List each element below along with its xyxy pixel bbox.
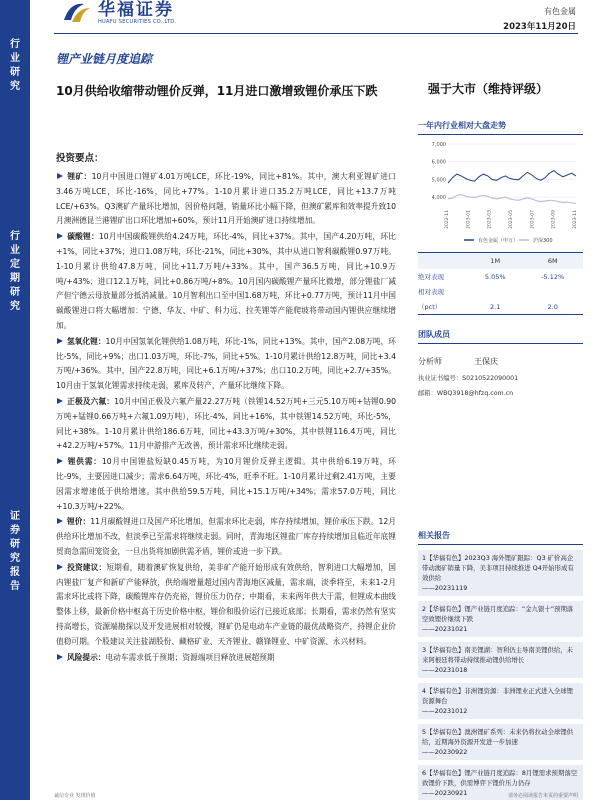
x-tick-label: 2023-11 xyxy=(573,210,578,229)
analyst-name: 王保庆 xyxy=(474,357,498,366)
table-cell xyxy=(468,284,522,299)
key-point-head: 锂供需： xyxy=(67,457,102,467)
key-point-text: 10月中国碳酸锂供给4.24万吨，环比-4%，同比+37%。其中，国产4.20万吨，环比+1%，同比+37%；进口1.08万吨，环比-21%，同比+30%，其中从进口智利碳酸锂0.97万吨。1-10月累计供给47.8万吨，同比+11.7万吨/+33%。其中，国产36.5万吨，同比+10.9万吨/+43%；进口12.1万吨，同比+0.86万吨/+8%。10月国内碳酸锂产量环比微增，部分锂盐厂减产但宁德云母放量部分抵消减量。10月智利出口至中国1.68万吨，环比+0.77万吨，预计11月中国碳酸锂进口将大幅增加：宁德、华友、中矿、科力远、拉芙锂等产能爬坡将带动国内锂供应继续增加。 xyxy=(56,232,396,330)
related-report-text: 3【华福有色】南美锂湖：智利仍主导南美锂供给，未来阿根廷将带动持续推动锂供给增长 xyxy=(422,646,574,664)
chart-title: 一年内行业相对大盘走势 xyxy=(418,120,583,135)
key-point-text: 10月中国锂盐短缺0.45万吨，为10月锂价反弹主逻辑。其中供给6.19万吨，环比-9%，主要因进口减少；需求6.64万吨，环比-4%，旺季不旺。1-10月累计过剩2.41万吨，主要因需求增速低于供给增速。其中供给59.5万吨，同比+15.1万吨/+34%；需求57.0万吨，同比+10.3万吨/+22%。 xyxy=(56,457,396,511)
bullet-icon xyxy=(56,457,64,465)
related-report-item[interactable] xyxy=(418,550,583,596)
logo-icon xyxy=(62,0,92,26)
bullet-icon xyxy=(56,563,64,571)
key-point-paragraph xyxy=(56,170,396,229)
report-date: 2023年11月20日 xyxy=(503,22,576,32)
related-report-text: 2【华福有色】锂产业链月度追踪：“金九银十”预期落空致锂价继续下跌 xyxy=(422,605,574,623)
key-point-head: 风险提示： xyxy=(67,652,106,662)
related-report-item[interactable] xyxy=(418,642,583,678)
legend-label: 有色金属（申万） xyxy=(478,238,519,244)
table-row xyxy=(418,269,583,284)
table-row xyxy=(418,299,583,314)
x-tick-label: 2023-09 xyxy=(551,210,557,229)
related-report-text: 6【华福有色】锂产业链月度追踪：8月锂需求预期落空致锂价下跌，供需博弈下锂价压力仍存 xyxy=(422,769,578,787)
related-report-date: ——20231119 xyxy=(422,584,468,592)
key-point-paragraph xyxy=(56,230,396,334)
bullet-icon xyxy=(56,172,64,180)
table-cell: 绝对表现 xyxy=(418,273,444,281)
table-cell: 相对表现 xyxy=(418,288,444,296)
sidebar-label-periodic: 行 业 定 期 研 究 xyxy=(10,231,20,312)
table-cell: 2.1 xyxy=(490,302,501,311)
key-point-head: 锂矿： xyxy=(67,172,92,181)
footer-right: 请务必阅读报告末页的重要声明 xyxy=(507,793,578,799)
y-tick-label: 5,000 xyxy=(431,177,446,184)
logo-subtext: HUAFU SECURITIES CO.,LTD. xyxy=(98,19,177,25)
cert-number: 执业证书编号：S0210522090001 xyxy=(418,375,519,382)
page-header xyxy=(0,0,600,40)
team-section xyxy=(418,329,583,397)
logo xyxy=(62,0,176,26)
sidebar-label-industry: 行 业 研 究 xyxy=(10,39,20,92)
table-cell: （pct） xyxy=(418,303,442,311)
key-point-text: 11月碳酸锂进口及国产环比增加，但需求环比走弱，库存持续增加，锂价承压下跌。12月供给环比增加不改，但淡季已至需求将继续走弱。同时，青海地区锂盐厂库存持续增加且临近年底锂贸商急需回笼资金，一旦出货将加剧供需矛盾，锂价或进一步下跌。 xyxy=(56,517,396,556)
table-header xyxy=(418,253,468,269)
related-report-item[interactable] xyxy=(418,683,583,719)
x-tick-label: 2022-11 xyxy=(445,210,450,229)
key-point-paragraph xyxy=(56,455,396,514)
analyst-row xyxy=(418,356,583,367)
key-points-body xyxy=(56,170,396,666)
table-header: 6M xyxy=(522,253,583,269)
x-tick-label: 2023-03 xyxy=(487,210,493,229)
key-point-head: 锂价： xyxy=(67,517,91,527)
bullet-icon xyxy=(56,653,64,661)
key-point-head: 投资建议： xyxy=(67,562,107,572)
footer-left: 诚信专业 发现价值 xyxy=(54,793,96,799)
report-type: 锂产业链月度追踪 xyxy=(56,52,153,66)
legend-label: 沪深300 xyxy=(533,238,553,244)
y-tick-label: 4,000 xyxy=(431,195,446,202)
related-report-date: ——20231012 xyxy=(422,707,468,715)
related-report-item[interactable] xyxy=(418,724,583,760)
related-report-item[interactable] xyxy=(418,601,583,637)
related-reports xyxy=(418,530,583,800)
x-tick-label: 2023-07 xyxy=(530,210,536,229)
table-cell xyxy=(522,284,583,299)
bullet-icon xyxy=(56,397,64,405)
key-point-paragraph xyxy=(56,515,396,559)
rating: 强于大市（维持评级） xyxy=(428,82,549,96)
table-row xyxy=(418,284,583,299)
series-line-1 xyxy=(448,195,576,204)
team-title: 团队成员 xyxy=(418,329,583,344)
related-title: 相关报告 xyxy=(418,530,583,545)
key-points-title: 投资要点： xyxy=(56,153,104,164)
page-title: 10月供给收缩带动锂价反弹，11月进口激增致锂价承压下跌 xyxy=(56,84,378,98)
industry-label: 有色金属 xyxy=(544,7,576,16)
sidebar-label-report: 证 券 研 究 报 告 xyxy=(10,511,20,592)
y-tick-label: 6,000 xyxy=(431,159,446,166)
table-header-row xyxy=(418,253,583,269)
header-divider xyxy=(54,33,578,34)
table-header: 1M xyxy=(468,253,522,269)
y-tick-label: 7,000 xyxy=(431,142,446,148)
series-line-0 xyxy=(448,171,576,183)
key-point-text: 电动车需求低于预期；资源端项目释放进展超预期 xyxy=(105,652,275,662)
table-cell: -5.12% xyxy=(541,272,565,281)
related-report-date: ——20230921 xyxy=(422,789,468,797)
related-report-text: 4【华福有色】非洲锂资源：非洲锂业正式进入全球锂资源舞台 xyxy=(422,687,574,705)
key-point-paragraph xyxy=(56,561,396,650)
related-report-date: ——20231021 xyxy=(422,625,468,633)
performance-table xyxy=(418,252,583,315)
relative-performance-chart xyxy=(418,138,583,248)
related-report-text: 1【华福有色】2023Q3 海外锂矿跟踪：Q3 矿价高企带动澳矿销量下降，美非项目持续推进 Q4开始形成有效供给 xyxy=(422,554,574,582)
key-point-text: 10月中国氢氧化锂供给1.08万吨，环比-1%，同比+13%。其中，国产2.08万吨，环比-5%，同比+9%；出口1.03万吨，环比-7%，同比+5%。1-10月累计供给12.8万吨，同比+3.4万吨/+36%。其中，国产22.8万吨，同比+6.1万吨/+37%；出口10.2万吨，同比+2.7/+35%。10月由于氢氧化锂需求持续走弱，累库及转产，产量环比继续下降。 xyxy=(56,336,396,391)
x-tick-label: 2023-01 xyxy=(466,210,472,229)
key-point-head: 正极及六氟： xyxy=(67,396,115,406)
bullet-icon xyxy=(56,232,64,240)
related-report-date: ——20231018 xyxy=(422,666,468,674)
key-point-text: 10月中国进口锂矿4.01万吨LCE，环比-19%，同比+81%。其中，澳大利亚锂矿进口3.46万吨LCE，环比-16%，同比+77%。1-10月累计进口35.2万吨LCE，同比+13.7万吨LCE/+63%。Q3澳矿产量环比增加，因价格问题，销量环比小幅下降，但澳矿累库和效率提升致10月澳洲德昆兰港锂矿出口环比增加+60%，预计11月开始澳矿进口持续增加。 xyxy=(56,172,396,226)
key-point-head: 氢氧化锂： xyxy=(67,336,106,346)
logo-text: 华福证券 xyxy=(98,0,174,20)
key-point-text: 10月中国正极及六氟产量22.27万吨（铁锂14.52万吨+三元5.10万吨+钴锂0.90万吨+锰锂0.66万吨+六氟1.09万吨），环比-4%，同比+16%，其中铁锂14.52万吨，环比-5%，同比+38%。1-10月累计供给186.6万吨，同比+43.3万吨/+30%，其中铁锂116.4万吨，同比+42.2万吨/+57%。11月中游排产无改善，预计需求环比继续走弱。 xyxy=(56,396,396,451)
right-panel xyxy=(418,120,583,397)
related-report-text: 5【华福有色】澳洲锂矿系列：未来仍将拉动全球锂供给，近期海外资源开发进一步加速 xyxy=(422,728,574,746)
bullet-icon xyxy=(56,517,64,525)
analyst-email[interactable]: 邮箱：WBQ3918@hfzq.com.cn xyxy=(418,390,514,397)
key-point-paragraph xyxy=(56,335,396,394)
key-point-paragraph xyxy=(56,651,396,666)
x-tick-label: 2023-05 xyxy=(509,210,514,229)
key-point-head: 碳酸锂： xyxy=(67,232,99,242)
key-point-text: 短期看，随着澳矿恢复供给，美非矿产能开始形成有效供给，智利进口大幅增加，国内锂盐厂复产和新矿产能释放，供给端增量超过国内青海地区减量，需求端，淡季将至，未来1-2月需求环比或将下降，碳酸锂库存仍充裕，锂价压力仍存；中期看，未来两年供大于需，但锂成本曲线整体上移，最新价格中枢高于历史价格中枢，锂价和股价运行已接近底部；长期看，需求仍然有坚实持高增长，资源端勘探以及开发进展相对较慢，锂矿仍是电动车产业链的最优战略资产，持锂企业价值稳可期。个股建议关注盐湖股份、藏格矿业、天齐锂业、赣锋锂业、中矿资源、永兴材料。 xyxy=(56,562,396,646)
table-cell: 5.05% xyxy=(484,272,506,281)
table-cell: 2.0 xyxy=(547,302,558,311)
analyst-label: 分析师 xyxy=(418,357,442,366)
left-sidebar xyxy=(0,0,30,800)
key-point-paragraph xyxy=(56,395,396,454)
bullet-icon xyxy=(56,337,64,345)
related-report-date: ——20230922 xyxy=(422,748,468,756)
footer xyxy=(54,792,578,800)
